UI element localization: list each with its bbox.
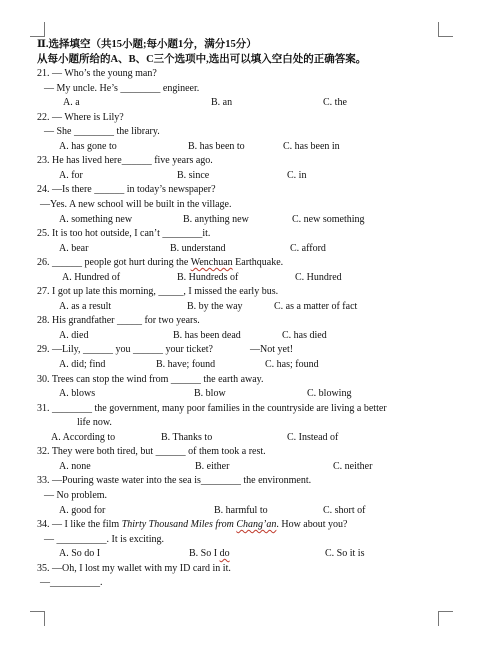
question-32: 32. They were both tired, but ______ of them took a rest. — [37, 446, 266, 458]
question-25: 25. It is too hot outside, I can’t ________it. — [37, 228, 211, 240]
question-31-options — [37, 431, 447, 446]
option-b[interactable]: B. have; found — [156, 359, 216, 371]
option-a[interactable]: A. Hundred of — [62, 271, 121, 283]
question-25-options — [37, 242, 447, 257]
question-33-options — [37, 504, 447, 519]
question-23: 23. He has lived here______ five years ago. — [37, 155, 213, 167]
question-22: 22. — Where is Lily? — [37, 111, 124, 123]
question-27: 27. I got up late this morning, _____, I missed the early bus. — [37, 286, 279, 298]
question-22-answer-line: — She ________ the library. — [44, 126, 160, 138]
question-31: 31. ________ the government, many poor families in the countryside are living a better — [37, 402, 387, 414]
question-31-continuation: life now. — [77, 417, 112, 429]
option-a[interactable]: A. good for — [59, 504, 106, 516]
option-b[interactable]: B. by the way — [187, 300, 243, 312]
question-30: 30. Trees can stop the wind from ______ the earth away. — [37, 373, 264, 385]
question-26: 26. ______ people got hurt during the Wenchuan Earthquake. — [37, 257, 284, 269]
question-34-options — [37, 547, 447, 562]
option-a[interactable]: A. none — [59, 460, 91, 472]
question-28: 28. His grandfather _____ for two years. — [37, 315, 200, 327]
question-33-answer-line: — No problem. — [44, 489, 108, 501]
question-28-options — [37, 329, 447, 344]
option-b[interactable]: B. Thanks to — [161, 431, 213, 443]
option-b[interactable]: B. blow — [194, 388, 226, 400]
option-b[interactable]: B. So I do — [189, 548, 230, 560]
question-33: 33. —Pouring waste water into the sea is________ the environment. — [37, 475, 312, 487]
question-34: 34. — I like the film Thirty Thousand Miles from Chang’an. How about you? — [37, 519, 348, 531]
option-c[interactable]: C. blowing — [307, 388, 352, 400]
option-a[interactable]: A. has gone to — [59, 140, 117, 152]
option-b[interactable]: B. since — [177, 169, 210, 181]
option-c[interactable]: C. has; found — [265, 359, 319, 371]
option-c[interactable]: C. new something — [292, 213, 365, 225]
option-c[interactable]: C. as a matter of fact — [274, 300, 358, 312]
option-b[interactable]: B. an — [211, 97, 233, 109]
option-c[interactable]: C. has been in — [283, 140, 340, 152]
question-24-answer-line: —Yes. A new school will be built in the village. — [40, 199, 232, 211]
question-29: 29. —Lily, ______ you ______ your ticket? —Not yet! — [37, 344, 294, 356]
crop-mark-bottom-left — [30, 611, 45, 626]
question-21: 21. — Who’s the young man? — [37, 68, 157, 80]
question-21-options — [37, 96, 447, 111]
option-c[interactable]: C. has died — [282, 329, 327, 341]
option-b[interactable]: B. either — [195, 460, 230, 472]
question-27-options — [37, 300, 447, 315]
option-a[interactable]: A. blows — [59, 388, 96, 400]
question-34-answer-line: — __________. It is exciting. — [44, 533, 164, 545]
option-c[interactable]: C. afford — [290, 242, 326, 254]
question-26-options — [37, 271, 447, 286]
option-a[interactable]: A. died — [59, 329, 89, 341]
question-32-options — [37, 460, 447, 475]
option-c[interactable]: C. neither — [333, 460, 373, 472]
question-35: 35. —Oh, I lost my wallet with my ID card in it. — [37, 562, 231, 574]
option-c[interactable]: C. the — [323, 97, 347, 109]
option-c[interactable]: C. in — [287, 169, 307, 181]
section-title: Ⅱ.选择填空（共15小题;每小题1分，满分15分） — [37, 39, 257, 50]
crop-mark-bottom-right — [438, 611, 453, 626]
option-a[interactable]: A. a — [63, 97, 80, 109]
crop-mark-top-left — [30, 22, 45, 37]
question-21-answer-line: — My uncle. He’s ________ engineer. — [44, 82, 200, 94]
option-b[interactable]: B. anything new — [183, 213, 249, 225]
question-30-options — [37, 387, 447, 402]
option-a[interactable]: A. did; find — [59, 359, 106, 371]
question-22-options — [37, 140, 447, 155]
option-a[interactable]: A. as a result — [59, 300, 112, 312]
option-a[interactable]: A. According to — [51, 431, 116, 443]
option-c[interactable]: C. Hundred — [295, 271, 342, 283]
exam-page — [37, 38, 447, 591]
section-instruction: 从每小题所给的A、B、C三个选项中,选出可以填入空白处的正确答案。 — [37, 53, 367, 65]
option-c[interactable]: C. Instead of — [287, 431, 339, 443]
option-a[interactable]: A. something new — [59, 213, 133, 225]
option-a[interactable]: A. bear — [59, 242, 89, 254]
option-b[interactable]: B. understand — [170, 242, 226, 254]
option-b[interactable]: B. has been to — [188, 140, 245, 152]
option-a[interactable]: A. for — [59, 169, 83, 181]
option-c[interactable]: C. So it is — [325, 548, 365, 560]
option-b[interactable]: B. Hundreds of — [177, 271, 239, 283]
question-29-options — [37, 358, 447, 373]
option-b[interactable]: B. has been dead — [173, 329, 241, 341]
crop-mark-top-right — [438, 22, 453, 37]
question-24-options — [37, 213, 447, 228]
option-b[interactable]: B. harmful to — [214, 504, 268, 516]
option-a[interactable]: A. So do I — [59, 548, 101, 560]
question-35-answer-line: —__________. — [40, 577, 103, 589]
question-24: 24. —Is there ______ in today’s newspaper? — [37, 184, 216, 196]
option-c[interactable]: C. short of — [323, 504, 366, 516]
question-23-options — [37, 169, 447, 184]
